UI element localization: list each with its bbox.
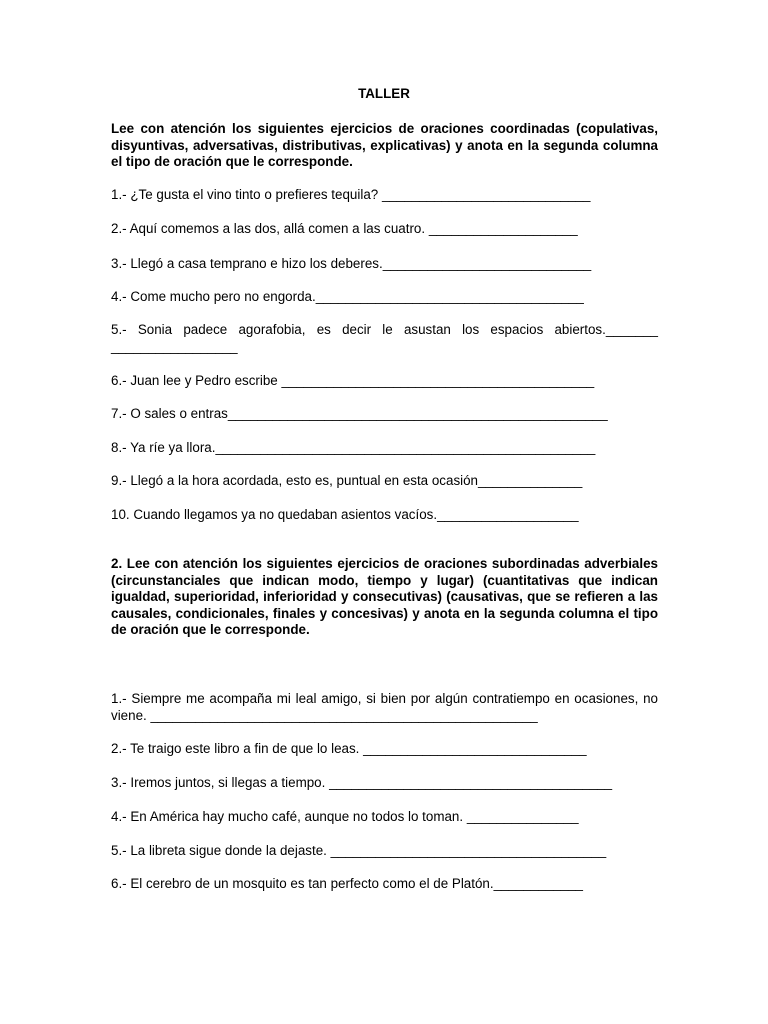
answer-blank: ______________	[478, 473, 583, 488]
answer-blank: _______________	[466, 809, 579, 824]
answer-blank: ______________________________________	[329, 775, 613, 790]
item-text: 3.- Llegó a casa temprano e hizo los deberes.	[111, 256, 383, 271]
section1-instructions: Lee con atención los siguientes ejercicios de oraciones coordinadas (copulativas, disyuntivas, adversativas, distributivas, explicativas) y anota en la segunda columna el tipo de oración que le corresponde.	[111, 121, 658, 169]
item-text: 2.- Aquí comemos a las dos, allá comen a las cuatro.	[111, 221, 429, 236]
section1-item-2	[111, 220, 663, 237]
section1-item-7	[111, 405, 663, 422]
answer-blank: ____________________________________________________	[150, 708, 538, 723]
answer-blank: ____________________________________	[315, 289, 584, 304]
section1-item-6	[111, 372, 663, 389]
section1-item-3	[111, 255, 663, 272]
item-text: 1.- ¿Te gusta el vino tinto o prefieres tequila?	[111, 187, 382, 202]
item-text: 5.- La libreta sigue donde la dejaste.	[111, 843, 331, 858]
answer-blank: ____________________________	[382, 256, 592, 271]
section2-item-4	[111, 808, 663, 825]
answer-blank: ______________________________	[363, 741, 587, 756]
item-text: 7.- O sales o entras	[111, 406, 228, 421]
answer-blank: ___________________________________________________	[227, 406, 608, 421]
section2-item-5	[111, 842, 663, 859]
section2-item-3	[111, 774, 663, 791]
answer-blank: _______ _________________	[111, 322, 658, 354]
item-text: 8.- Ya ríe ya llora.	[111, 440, 216, 455]
item-text: 4.- En América hay mucho café, aunque no todos lo toman.	[111, 809, 467, 824]
section1-item-9	[111, 472, 663, 489]
answer-blank: ___________________	[437, 507, 579, 522]
answer-blank: ____________________	[428, 221, 578, 236]
item-text: 10. Cuando llegamos ya no quedaban asientos vacíos.	[111, 507, 438, 522]
section1-item-5	[111, 321, 658, 355]
answer-blank: ____________	[493, 876, 583, 891]
answer-blank: __________________________________________	[281, 373, 595, 388]
item-text: 6.- El cerebro de un mosquito es tan perfecto como el de Platón.	[111, 876, 494, 891]
item-text: 5.- Sonia padece agorafobia, es decir le asustan los espacios abiertos.	[111, 322, 606, 337]
section1-item-10	[111, 506, 663, 523]
answer-blank: _____________________________________	[330, 843, 607, 858]
item-text: 6.- Juan lee y Pedro escribe	[111, 373, 282, 388]
item-text: 3.- Iremos juntos, si llegas a tiempo.	[111, 775, 330, 790]
item-text: 1.- Siempre me acompaña mi leal amigo, si bien por algún contratiempo en ocasiones, no viene.	[111, 691, 658, 723]
item-text: 2.- Te traigo este libro a fin de que lo leas.	[111, 741, 364, 756]
answer-blank: ___________________________________________________	[215, 440, 596, 455]
page-title: TALLER	[358, 86, 410, 101]
section1-item-1	[111, 186, 663, 203]
item-text: 9.- Llegó a la hora acordada, esto es, puntual en esta ocasión	[111, 473, 479, 488]
item-text: 4.- Come mucho pero no engorda.	[111, 289, 316, 304]
section2-instructions: 2. Lee con atención los siguientes ejercicios de oraciones subordinadas adverbiales (circunstanciales que indican modo, tiempo y lugar) (cuantitativas que indican igualdad, superioridad, inferioridad y consecutivas) (causativas, que se refieren a las causales, condicionales, finales y concesivas) y anota en la segunda columna el tipo de oración que le corresponde.	[111, 556, 658, 637]
section1-item-8	[111, 439, 663, 456]
answer-blank: ____________________________	[381, 187, 591, 202]
section2-item-6	[111, 875, 663, 892]
section2-item-2	[111, 740, 663, 757]
section1-item-4	[111, 288, 663, 305]
section2-item-1	[111, 690, 658, 724]
